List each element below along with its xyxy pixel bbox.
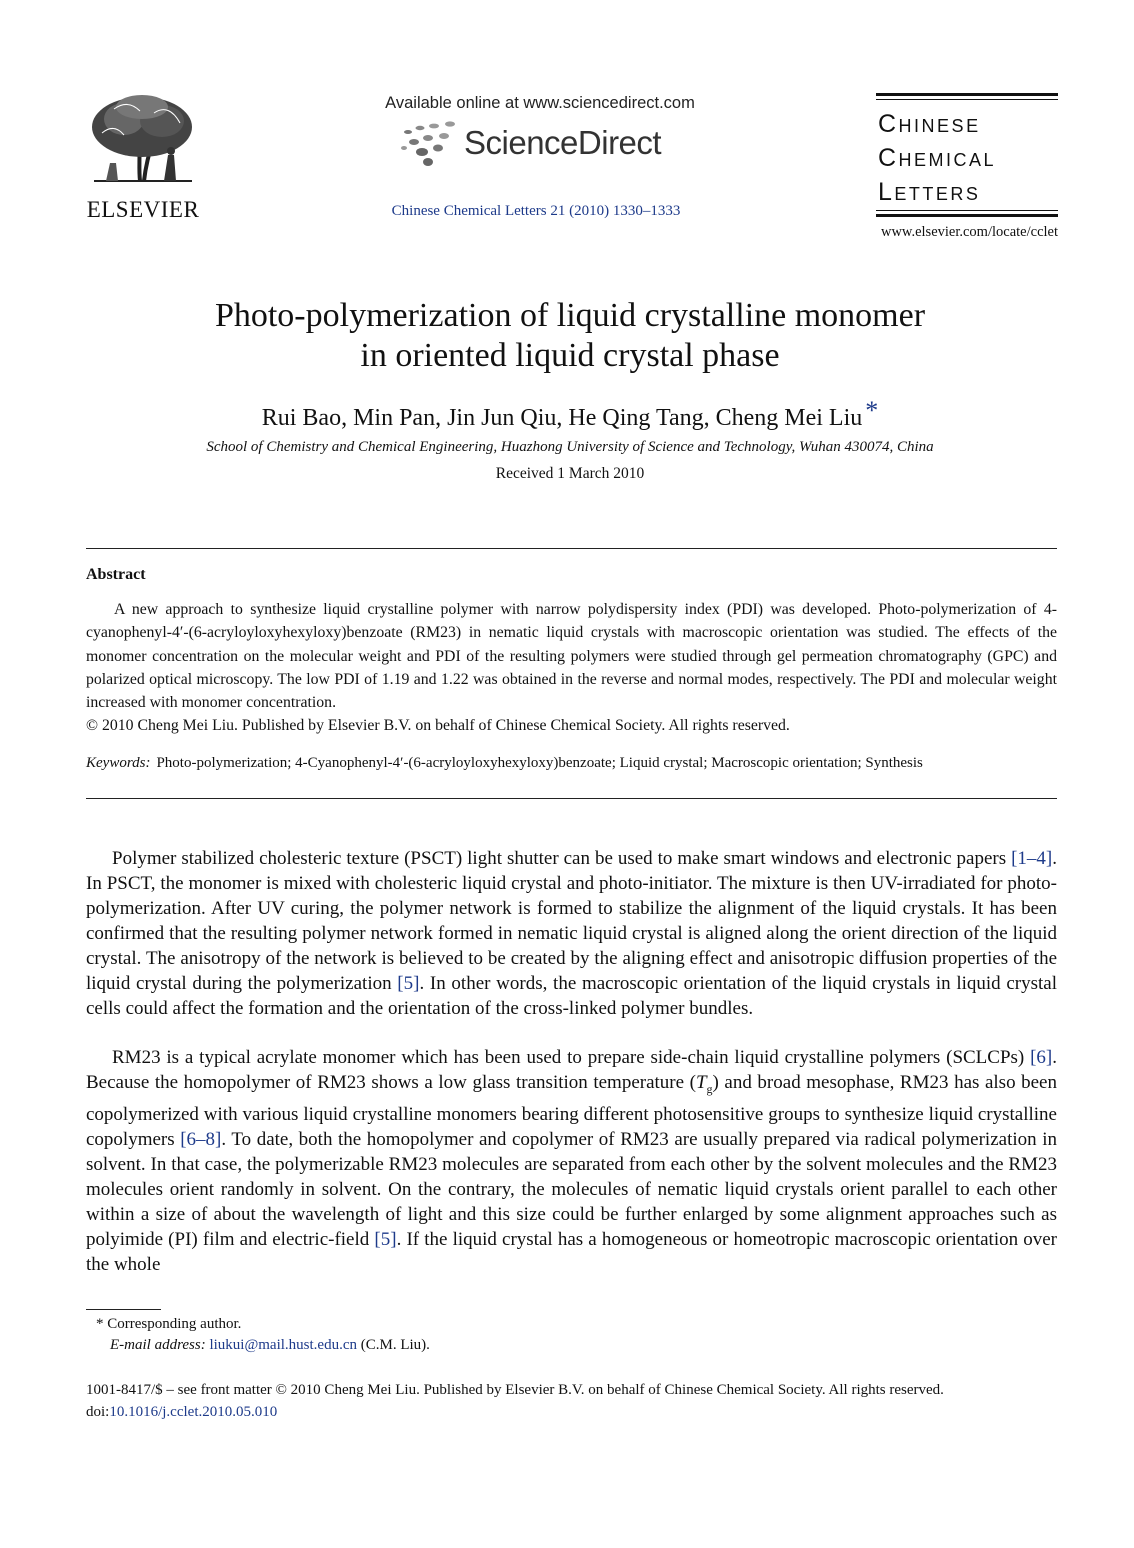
corresponding-author-note: * Corresponding author.: [96, 1316, 242, 1332]
footnote-rule: [86, 1309, 161, 1310]
sciencedirect-wordmark: ScienceDirect: [464, 124, 662, 161]
journal-logo-rule-bottom-thin: [876, 210, 1058, 211]
body-paragraph: [86, 1045, 1057, 1277]
received-date: Received 1 March 2010: [495, 465, 645, 482]
divider: [86, 798, 1057, 799]
elsevier-logo: [84, 93, 202, 223]
available-online-text: Available online at www.sciencedirect.com: [385, 94, 695, 112]
article-title: [100, 296, 1040, 376]
abstract-copyright: © 2010 Cheng Mei Liu. Published by Elsevier B.V. on behalf of Chinese Chemical Society. All rights reserved.: [86, 717, 790, 735]
journal-logo-line: Chinese: [878, 110, 981, 138]
journal-logo-rule-top-thin: [876, 99, 1058, 100]
doi-label: doi:: [86, 1404, 110, 1420]
keywords: [86, 755, 1076, 772]
journal-logo-line: Letters: [878, 178, 981, 206]
journal-url[interactable]: www.elsevier.com/locate/cclet: [880, 224, 1058, 240]
journal-logo-rule-bottom: [876, 214, 1058, 217]
sciencedirect-dots-icon: [398, 118, 460, 168]
journal-citation-link[interactable]: Chinese Chemical Letters 21 (2010) 1330–1333: [391, 203, 681, 219]
paragraph-text: ) and broad mesophase, RM23 has also been copolymerized with various liquid crystalline monomers bearing different photosensitive groups to synthesize liquid crystalline copolymers: [86, 1072, 1057, 1150]
sciencedirect-logo: [398, 118, 688, 172]
elsevier-wordmark: ELSEVIER: [86, 197, 200, 222]
paragraph-text: . To date, both the homopolymer and copolymer of RM23 are usually prepared via radical polymerization in solvent. In that case, the polymerizable RM23 molecules are separated from each other by the solvent molecules and the RM23 molecules orient randomly in solvent. On the contrary, the molecules of nematic liquid crystals orient parallel to each other within a size of about the wavelength of light and this size could be further enlarged by some alignment approaches such as polyimide (PI) film and electric-field: [86, 1128, 1057, 1250]
abstract-body: [86, 598, 1057, 738]
abstract-heading: Abstract: [86, 566, 146, 583]
article-title-line: Photo-polymerization of liquid crystalline monomer: [214, 297, 926, 334]
author-list: [100, 396, 1040, 432]
paragraph-text: . In PSCT, the monomer is mixed with cholesteric liquid crystal and photo-initiator. The mixture is then UV-irradiated for photo-polymerization. After UV curing, the polymer network is formed to stabilize the alignment of the liquid crystals. It has been confirmed that the resulting polymer network formed in nematic liquid crystal is aligned along the orient direction of the liquid crystal. The anisotropy of the network is believed to be created by the aligning effect and anisotropic diffusion properties of the liquid crystal during the polymerization: [86, 848, 1057, 994]
paragraph-text: . Because the homopolymer of RM23 shows a low glass transition temperature (: [86, 1047, 1057, 1093]
paragraph-text: RM23 is a typical acrylate monomer which has been used to prepare side-chain liquid crystalline polymers (SCLCPs): [112, 1047, 1031, 1068]
doi-link[interactable]: 10.1016/j.cclet.2010.05.010: [109, 1404, 278, 1420]
divider: [86, 548, 1057, 549]
email-note: [110, 1337, 430, 1354]
symbol-tg: T: [695, 1072, 707, 1093]
keywords-text: Photo-polymerization; 4-Cyanophenyl-4′-(6-acryloyloxyhexyloxy)benzoate; Liquid crystal; Macroscopic orientation; Synthesis: [156, 755, 923, 771]
email-suffix: (C.M. Liu).: [360, 1337, 430, 1353]
authors-text: Rui Bao, Min Pan, Jin Jun Qiu, He Qing Tang, Cheng Mei Liu: [261, 405, 863, 431]
journal-logo: [876, 93, 1058, 221]
reference-link[interactable]: [6–8]: [180, 1128, 222, 1150]
corresponding-author-marker[interactable]: *: [865, 396, 879, 425]
journal-logo-line: Chemical: [878, 144, 997, 172]
paragraph-text: Polymer stabilized cholesteric texture (PSCT) light shutter can be used to make smart windows and electronic papers: [112, 848, 1012, 869]
reference-link[interactable]: [1–4]: [1011, 848, 1053, 869]
article-title-line: in oriented liquid crystal phase: [360, 337, 780, 374]
paragraph-text: . If the liquid crystal has a homogeneous or homeotropic macroscopic orientation over the whole: [86, 1228, 1057, 1275]
paragraph-text: . In other words, the macroscopic orientation of the liquid crystals in liquid crystal cells could affect the formation and the orientation of the cross-linked polymer bundles.: [86, 973, 1057, 1019]
reference-link[interactable]: [5]: [374, 1228, 397, 1250]
issn-line: 1001-8417/$ – see front matter © 2010 Cheng Mei Liu. Published by Elsevier B.V. on behalf of Chinese Chemical Society. All rights reserved.: [86, 1382, 944, 1398]
email-label: E-mail address:: [110, 1337, 206, 1353]
reference-link[interactable]: [6]: [1030, 1047, 1053, 1068]
journal-logo-title: [878, 107, 996, 209]
elsevier-tree-icon: [84, 93, 202, 193]
symbol-tg-subscript: g: [706, 1081, 713, 1096]
body-paragraph: [86, 846, 1057, 1021]
reference-link[interactable]: [5]: [397, 973, 420, 994]
affiliation: School of Chemistry and Chemical Engineering, Huazhong University of Science and Technology, Wuhan 430074, China: [206, 439, 934, 455]
doi-line: [86, 1404, 277, 1421]
abstract-text: A new approach to synthesize liquid crystalline polymer with narrow polydispersity index (PDI) was developed. Photo-polymerization of 4-cyanophenyl-4′-(6-acryloyloxyhexyloxy)benzoate (RM23) in nematic liquid crystals with macroscopic orientation was studied. The effects of the monomer concentration on the molecular weight and PDI of the resulting polymers were studied through gel permeation chromatography (GPC) and polarized optical microscopy. The low PDI of 1.19 and 1.22 was obtained in the reverse and normal modes, respectively. The PDI and molecular weight increased with monomer concentration.: [86, 601, 1057, 712]
keywords-label: Keywords:: [86, 755, 151, 771]
journal-logo-rule-top: [876, 93, 1058, 96]
email-link[interactable]: liukui@mail.hust.edu.cn: [209, 1337, 357, 1353]
